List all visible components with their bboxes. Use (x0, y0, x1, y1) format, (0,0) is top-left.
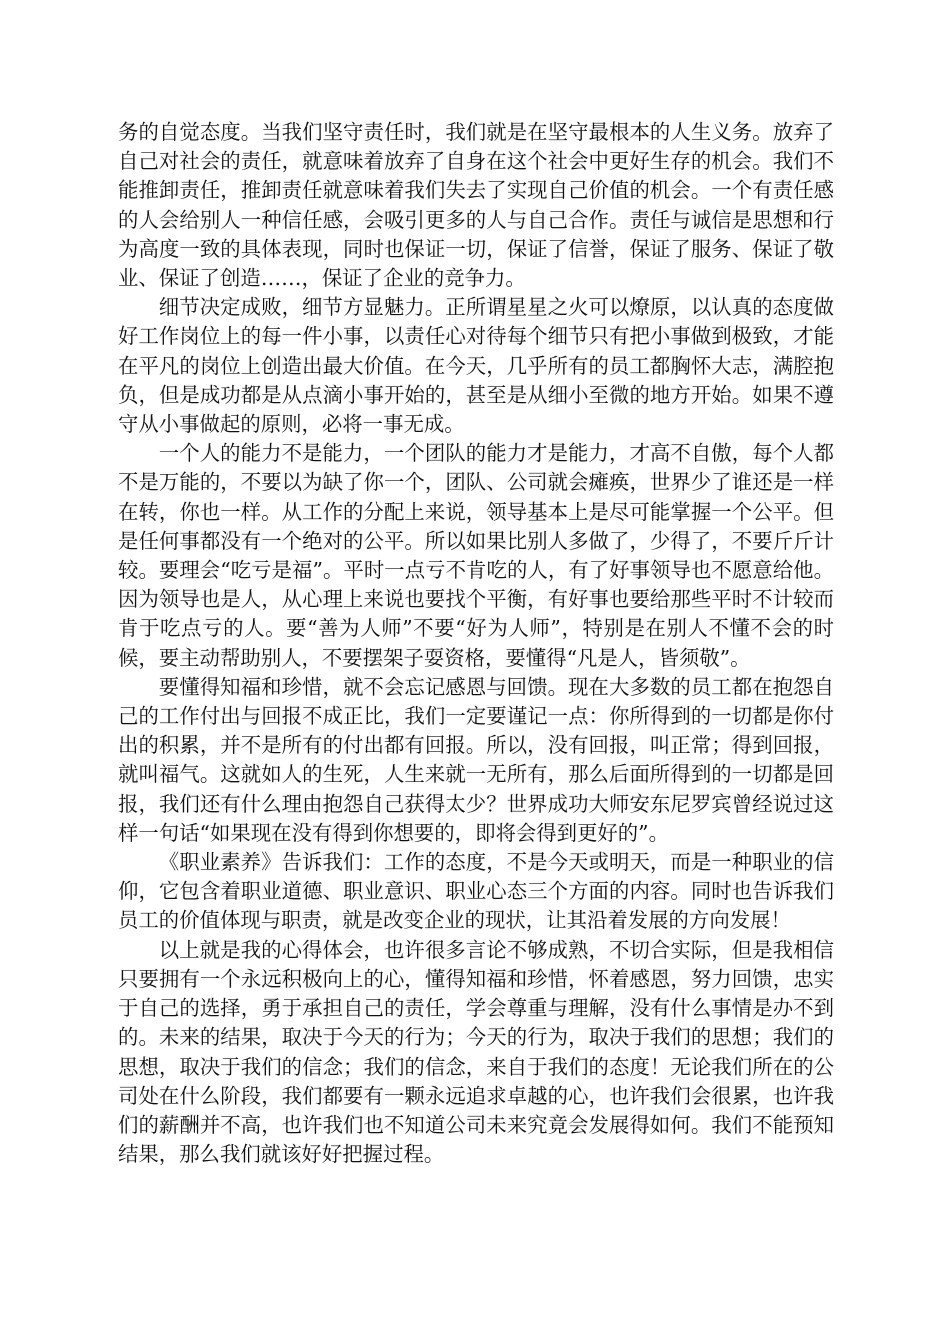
paragraph-6: 以上就是我的心得体会，也许很多言论不够成熟，不切合实际，但是我相信只要拥有一个永远积极向上的心，懂得知福和珍惜，怀着感恩，努力回馈，忠实于自己的选择，勇于承担自己的责任，学会尊重与理解，没有什么事情是办不到的。未来的结果，取决于今天的行为；今天的行为，取决于我们的思想；我们的思想，取决于我们的信念；我们的信念，来自于我们的态度！无论我们所在的公司处在什么阶段，我们都要有一颗永远追求卓越的心，也许我们会很累，也许我们的薪酬并不高，也许我们也不知道公司未来究竟会发展得如何。我们不能预知结果，那么我们就该好好把握过程。 (118, 937, 834, 1167)
paragraph-3: 一个人的能力不是能力，一个团队的能力才是能力，才高不自傲，每个人都不是万能的，不要以为缺了你一个，团队、公司就会瘫痪，世界少了谁还是一样在转，你也一样。从工作的分配上来说，领导基本上是尽可能掌握一个公平。但是任何事都没有一个绝对的公平。所以如果比别人多做了，少得了，不要斤斤计较。要理会“吃亏是福”。平时一点亏不肯吃的人，有了好事领导也不愿意给他。因为领导也是人，从心理上来说也要找个平衡，有好事也要给那些平时不计较而肯于吃点亏的人。要“善为人师”不要“好为人师”，特别是在别人不懂不会的时候，要主动帮助别人，不要摆架子耍资格，要懂得“凡是人，皆须敬”。 (118, 441, 834, 670)
document-page (118, 118, 834, 1169)
paragraph-5: 《职业素养》告诉我们：工作的态度，不是今天或明天，而是一种职业的信仰，它包含着职业道德、职业意识、职业心态三个方面的内容。同时也告诉我们员工的价值体现与职责，就是改变企业的现状，让其沿着发展的方向发展！ (118, 850, 834, 933)
paragraph-4: 要懂得知福和珍惜，就不会忘记感恩与回馈。现在大多数的员工都在抱怨自己的工作付出与回报不成正比，我们一定要谨记一点：你所得到的一切都是你付出的积累，并不是所有的付出都有回报。所以，没有回报，叫正常；得到回报，就叫福气。这就如人的生死，人生来就一无所有，那么后面所得到的一切都是回报，我们还有什么理由抱怨自己获得太少？世界成功大师安东尼罗宾曾经说过这样一句话“如果现在没有得到你想要的，即将会得到更好的”。 (118, 674, 834, 845)
paragraph-2: 细节决定成败，细节方显魅力。正所谓星星之火可以燎原，以认真的态度做好工作岗位上的每一件小事，以责任心对待每个细节只有把小事做到极致，才能在平凡的岗位上创造出最大价值。在今天，几乎所有的员工都胸怀大志，满腔抱负，但是成功都是从点滴小事开始的，甚至是从细小至微的地方开始。如果不遵守从小事做起的原则，必将一事无成。 (118, 295, 834, 437)
paragraph-1: 务的自觉态度。当我们坚守责任时，我们就是在坚守最根本的人生义务。放弃了自己对社会的责任，就意味着放弃了自身在这个社会中更好生存的机会。我们不能推卸责任，推卸责任就意味着我们失去了实现自己价值的机会。一个有责任感的人会给别人一种信任感，会吸引更多的人与自己合作。责任与诚信是思想和行为高度一致的具体表现，同时也保证一切，保证了信誉，保证了服务、保证了敬业、保证了创造……，保证了企业的竞争力。 (118, 120, 834, 291)
